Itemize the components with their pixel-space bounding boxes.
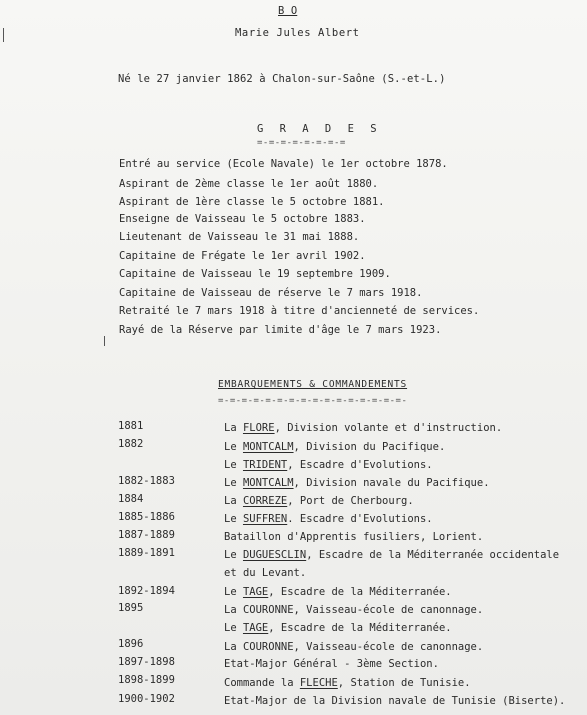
grades-underline: =-=-=-=-=-=-=-=: [257, 138, 346, 148]
row-description: Commande la FLECHE, Station de Tunisie.: [224, 677, 471, 689]
grade-item: Capitaine de Vaisseau de réserve le 7 mars 1918.: [119, 287, 423, 299]
row-description: Bataillon d'Apprentis fusiliers, Lorient.: [224, 531, 484, 543]
row-year: 1884: [118, 493, 144, 505]
grade-item: Lieutenant de Vaisseau le 31 mai 1888.: [119, 231, 360, 243]
ship-name: CORREZE: [242, 495, 288, 507]
grade-item: Capitaine de Vaisseau le 19 septembre 1909.: [119, 268, 391, 280]
row-year: 1889-1891: [118, 547, 175, 559]
grades-title: G R A D E S: [257, 123, 382, 135]
row-description: La COURONNE, Vaisseau-école de canonnage.: [224, 604, 484, 616]
row-description: Le TAGE, Escadre de la Méditerranée.: [224, 586, 452, 598]
embarquements-title: EMBARQUEMENTS & COMMANDEMENTS: [218, 379, 408, 390]
birth-line: Né le 27 janvier 1862 à Chalon-sur-Saône (S.-et-L.): [118, 73, 446, 85]
grade-item: Aspirant de 2ème classe le 1er août 1880.: [119, 178, 379, 190]
margin-mark-top: [3, 28, 4, 42]
embarquements-underline: =-=-=-=-=-=-=-=-=-=-=-=-=-=-=-=-: [218, 396, 408, 406]
ship-name: DUGUESCLIN: [242, 549, 307, 561]
row-year: 1896: [118, 638, 144, 650]
row-year: 1898-1899: [118, 674, 175, 686]
ship-name: FLORE: [242, 422, 275, 434]
row-description: Le MONTCALM, Division navale du Pacifique.: [224, 477, 490, 489]
header-code: B O: [278, 5, 298, 17]
grade-item: Capitaine de Frégate le 1er avril 1902.: [119, 250, 366, 262]
row-description: Le SUFFREN. Escadre d'Evolutions.: [224, 513, 433, 525]
row-description: Le TRIDENT, Escadre d'Evolutions.: [224, 459, 433, 471]
ship-name: SUFFREN: [242, 513, 288, 525]
row-description: Le TAGE, Escadre de la Méditerranée.: [224, 622, 452, 634]
row-description: La COURONNE, Vaisseau-école de canonnage.: [224, 641, 484, 653]
row-year: 1887-1889: [118, 529, 175, 541]
row-year: 1900-1902: [118, 693, 175, 705]
row-year: 1895: [118, 602, 144, 614]
row-description: Le MONTCALM, Division du Pacifique.: [224, 441, 446, 453]
ship-name: TAGE: [242, 586, 269, 598]
row-description: La CORREZE, Port de Cherbourg.: [224, 495, 414, 507]
grade-item: Aspirant de 1ère classe le 5 octobre 1881.: [119, 196, 385, 208]
row-year: 1897-1898: [118, 656, 175, 668]
row-year: 1882: [118, 438, 144, 450]
ship-name: TAGE: [242, 622, 269, 634]
ship-name: FLECHE: [299, 677, 338, 689]
row-year: 1882-1883: [118, 475, 175, 487]
grade-item: Entré au service (Ecole Navale) le 1er octobre 1878.: [119, 158, 448, 170]
row-description: et du Levant.: [224, 567, 307, 579]
ship-name: MONTCALM: [242, 441, 294, 453]
grade-item: Enseigne de Vaisseau le 5 octobre 1883.: [119, 213, 366, 225]
row-description: Etat-Major de la Division navale de Tunisie (Biserte).: [224, 695, 566, 707]
row-description: Le DUGUESCLIN, Escadre de la Méditerranée occidentale: [224, 549, 560, 561]
row-year: 1885-1886: [118, 511, 175, 523]
row-description: La FLORE, Division volante et d'instruction.: [224, 422, 503, 434]
row-description: Etat-Major Général - 3ème Section.: [224, 658, 439, 670]
grade-item: Retraité le 7 mars 1918 à titre d'ancienneté de services.: [119, 305, 480, 317]
person-name: Marie Jules Albert: [235, 27, 360, 39]
grade-item: Rayé de la Réserve par limite d'âge le 7 mars 1923.: [119, 324, 442, 336]
row-year: 1881: [118, 420, 144, 432]
row-year: 1892-1894: [118, 585, 175, 597]
margin-mark-mid: [104, 336, 105, 346]
ship-name: MONTCALM: [242, 477, 294, 489]
ship-name: TRIDENT: [242, 459, 288, 471]
